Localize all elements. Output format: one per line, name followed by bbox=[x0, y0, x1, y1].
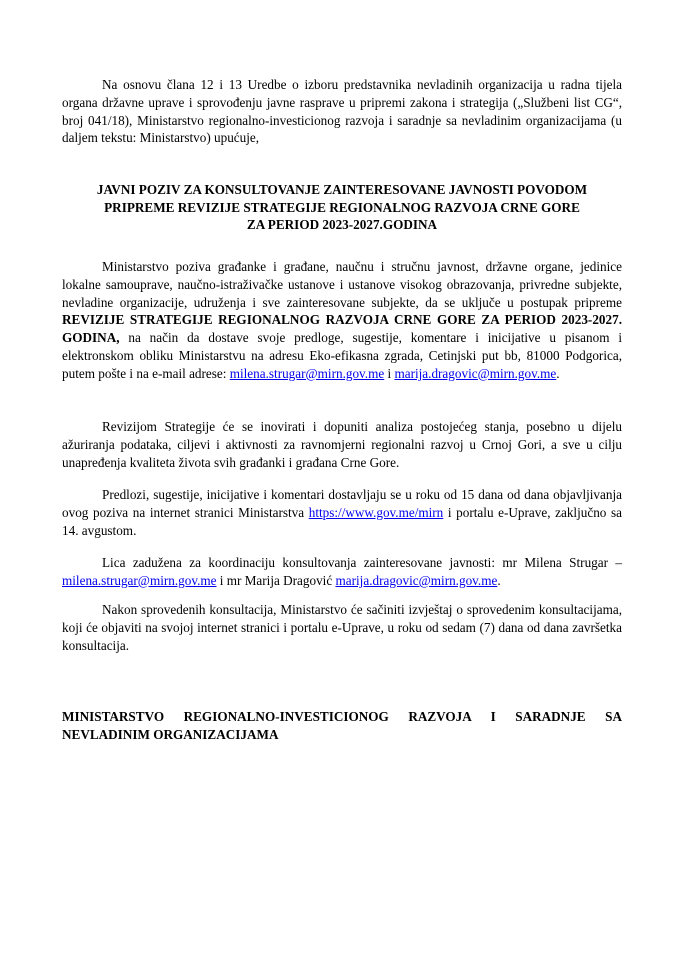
invitation-text-b: na način da dostave svoje predloge, sugestije, komentare i inicijative u pisanom i elektronskom obliku Ministarstvu na adresu Eko-efikasna zgrada, Cetinjski put bb, 81000 Podgorica, putem pošte i na e-mail adrese: bbox=[62, 330, 622, 381]
conjunction: i bbox=[384, 365, 395, 381]
email-link-marija[interactable]: marija.dragovic@mirn.gov.me bbox=[394, 365, 557, 381]
intro-paragraph: Na osnovu člana 12 i 13 Uredbe o izboru predstavnika nevladinih organizacija u radna tijela organa državne uprave i sprovođenju javne rasprave u pripremi zakona i strategija („Službeni list CG“, broj 041/18), Ministarstvo regionalno-investicionog razvoja i saradnje sa nevladinim organizacijama (u daljem tekstu: Ministarstvo) upućuje, bbox=[62, 77, 622, 146]
email-link-milena[interactable]: milena.strugar@mirn.gov.me bbox=[229, 365, 385, 381]
deadline-paragraph bbox=[62, 486, 622, 539]
deadline-text-a: Predlozi, sugestije, inicijative i komentari dostavljaju se u roku od 15 dana od dana objavljivanja ovog poziva na internet stranici Ministarstva bbox=[62, 487, 622, 520]
invitation-paragraph bbox=[62, 258, 622, 383]
ministry-signature: MINISTARSTVO REGIONALNO-INVESTICIONOG RAZVOJA I SARADNJE SA NEVLADINIM ORGANIZACIJAMA bbox=[62, 709, 622, 742]
title-line-1: JAVNI POZIV ZA KONSULTOVANJE ZAINTERESOVANE JAVNOSTI POVODOM bbox=[96, 182, 588, 197]
report-paragraph: Nakon sprovedenih konsultacija, Ministarstvo će sačiniti izvještaj o sprovedenim konsultacijama, koji će objaviti na svojoj internet stranici i portalu e-Uprave, u roku od sedam (7) dana od dana završetka konsultacija. bbox=[62, 602, 622, 653]
contacts-end: . bbox=[497, 572, 501, 588]
strategy-name-bold: REVIZIJE STRATEGIJE REGIONALNOG RAZVOJA CRNE GORE ZA PERIOD 2023-2027. GODINA, bbox=[62, 312, 622, 346]
contact-email-milena[interactable]: milena.strugar@mirn.gov.me bbox=[62, 572, 217, 588]
contact-email-marija[interactable]: marija.dragovic@mirn.gov.me bbox=[335, 572, 498, 588]
contacts-text-b: i mr Marija Dragović bbox=[216, 572, 336, 588]
revision-paragraph: Revizijom Strategije će se inovirati i dopuniti analiza postojećeg stanja, posebno u dijelu ažuriranja podataka, ciljevi i aktivnosti za ravnomjerni regionalni razvoj u Crnoj Gori, a sve u cilju unapređenja kvaliteta života svih građanki i građana Crne Gore. bbox=[62, 419, 622, 470]
ministry-website-link[interactable]: https://www.gov.me/mirn bbox=[308, 504, 444, 520]
deadline-text-b: i portalu e-Uprave, zaključno sa 14. avgustom. bbox=[62, 504, 622, 538]
contacts-paragraph bbox=[62, 554, 622, 590]
title-line-2: PRIPREME REVIZIJE STRATEGIJE REGIONALNOG RAZVOJA CRNE GORE bbox=[104, 199, 580, 215]
contacts-text-a: Lica zadužena za koordinaciju konsultovanja zainteresovane javnosti: mr Milena Strugar – bbox=[102, 555, 622, 570]
period: . bbox=[556, 365, 560, 381]
document-title bbox=[62, 181, 622, 234]
invitation-text-a: Ministarstvo poziva građanke i građane, naučnu i stručnu javnost, državne organe, jedinice lokalne samouprave, naučno-istraživačke ustanove i ustanove visokog obrazovanja, privredne subjekte, nevladine organizacije, udruženja i sve zainteresovane subjekte, da se uključe u postupak pripreme bbox=[62, 259, 622, 310]
title-line-3: ZA PERIOD 2023-2027.GODINA bbox=[246, 217, 438, 232]
